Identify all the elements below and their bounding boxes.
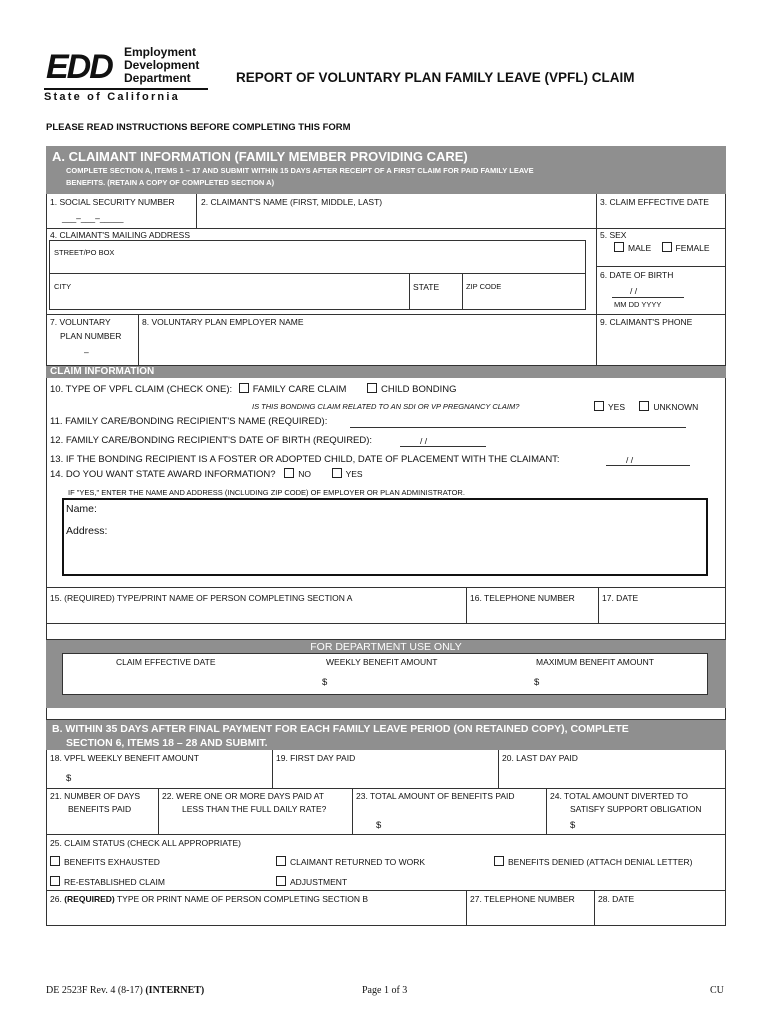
field-17-label: 17. DATE [602, 593, 639, 603]
instructions-note: PLEASE READ INSTRUCTIONS BEFORE COMPLETING THIS FORM [46, 122, 351, 133]
form-number-suffix: (INTERNET) [145, 985, 205, 996]
form-number-prefix: DE 2523F Rev. 4 (8-17) [46, 985, 146, 996]
dept-use-title: FOR DEPARTMENT USE ONLY [310, 641, 462, 653]
award-no-label: NO [298, 469, 311, 479]
claim-info-header [46, 366, 726, 378]
logo-rule [44, 88, 208, 90]
city-box[interactable] [49, 274, 586, 310]
field-21-label-b: BENEFITS PAID [68, 804, 132, 814]
field-18-dollar: $ [66, 773, 72, 784]
reestablished-label: RE-ESTABLISHED CLAIM [64, 877, 165, 887]
field-22-label-b: LESS THAN THE FULL DAILY RATE? [182, 804, 327, 814]
bonding-question: IS THIS BONDING CLAIM RELATED TO AN SDI OR VP PREGNANCY CLAIM? [252, 402, 520, 411]
dept-dollar-2: $ [534, 677, 540, 688]
field-18-label: 18. VPFL WEEKLY BENEFIT AMOUNT [50, 753, 199, 763]
field-26-num: 26. [50, 894, 62, 904]
family-care-checkbox[interactable] [239, 383, 249, 393]
bonding-yes-checkbox[interactable] [594, 401, 604, 411]
field-16-label: 16. TELEPHONE NUMBER [470, 593, 575, 603]
field-14-label: 14. DO YOU WANT STATE AWARD INFORMATION? [50, 469, 276, 480]
status-reestablished [50, 876, 165, 887]
field-24-label-a: 24. TOTAL AMOUNT DIVERTED TO [550, 791, 688, 801]
state-label: STATE [413, 282, 440, 292]
exhausted-label: BENEFITS EXHAUSTED [64, 857, 160, 867]
dob-format: MM DD YYYY [614, 300, 662, 309]
field-20-label: 20. LAST DAY PAID [502, 753, 578, 763]
edd-logo [44, 44, 208, 106]
field-10 [50, 383, 457, 395]
recipient-dob-input[interactable]: / / [420, 436, 428, 446]
field-27-label: 27. TELEPHONE NUMBER [470, 894, 575, 904]
logo-state: State of California [44, 91, 180, 103]
adjustment-label: ADJUSTMENT [290, 877, 348, 887]
ssn-input[interactable]: ___–___–_____ [62, 213, 124, 223]
bonding-unknown-label: UNKNOWN [653, 402, 699, 412]
claim-info-title: CLAIM INFORMATION [50, 366, 155, 377]
returned-label: CLAIMANT RETURNED TO WORK [290, 857, 426, 867]
field-2-label: 2. CLAIMANT'S NAME (FIRST, MIDDLE, LAST) [201, 197, 383, 207]
field-26-rest: TYPE OR PRINT NAME OF PERSON COMPLETING SECTION B [116, 894, 369, 904]
logo-abbr: EDD [46, 48, 112, 86]
street-box[interactable] [49, 240, 586, 274]
field-21-label-a: 21. NUMBER OF DAYS [50, 791, 141, 801]
sex-options [614, 242, 710, 253]
award-yes-label: YES [345, 469, 363, 479]
employer-address-box[interactable] [62, 498, 708, 576]
dob-input[interactable]: / / [630, 286, 638, 296]
placement-date-input[interactable]: / / [626, 455, 634, 465]
status-denied [494, 856, 693, 867]
spacer-row-2 [46, 708, 726, 720]
field-23-dollar: $ [376, 820, 382, 831]
field-6-label: 6. DATE OF BIRTH [600, 270, 674, 280]
plan-number-input[interactable]: – [84, 347, 89, 357]
male-checkbox[interactable] [614, 242, 624, 252]
female-label: FEMALE [675, 243, 710, 253]
field-26-required: (REQUIRED) [64, 894, 115, 904]
exhausted-checkbox[interactable] [50, 856, 60, 866]
field-7-label-b: PLAN NUMBER [60, 331, 122, 341]
male-label: MALE [628, 243, 652, 253]
field-10-label: 10. TYPE OF VPFL CLAIM (CHECK ONE): [50, 384, 233, 395]
spacer-row-1 [46, 624, 726, 640]
dept-dollar-1: $ [322, 677, 328, 688]
section-b-header [46, 720, 726, 750]
logo-line1: Employment [124, 45, 197, 59]
field-19-label: 19. FIRST DAY PAID [276, 753, 356, 763]
zip-label: ZIP CODE [466, 282, 502, 291]
bonding-options [594, 401, 698, 412]
recipient-name-input[interactable] [350, 427, 686, 428]
address-label: Address: [66, 525, 108, 537]
section-b-title-2: SECTION 6, ITEMS 18 – 28 AND SUBMIT. [66, 737, 268, 749]
award-yes-checkbox[interactable] [332, 468, 342, 478]
child-bonding-checkbox[interactable] [367, 383, 377, 393]
field-28-label: 28. DATE [598, 894, 635, 904]
page-number: Page 1 of 3 [362, 985, 408, 996]
status-returned [276, 856, 425, 867]
denied-checkbox[interactable] [494, 856, 504, 866]
dept-col-1: CLAIM EFFECTIVE DATE [116, 657, 216, 667]
female-checkbox[interactable] [662, 242, 672, 252]
field-22-label-a: 22. WERE ONE OR MORE DAYS PAID AT [162, 791, 325, 801]
field-8-label: 8. VOLUNTARY PLAN EMPLOYER NAME [142, 317, 304, 327]
field-11-label: 11. FAMILY CARE/BONDING RECIPIENT'S NAME (REQUIRED): [50, 416, 328, 427]
field-24-label-b: SATISFY SUPPORT OBLIGATION [570, 804, 702, 814]
field-14 [50, 468, 363, 480]
award-no-checkbox[interactable] [284, 468, 294, 478]
field-24-dollar: $ [570, 820, 576, 831]
field-26-label [50, 894, 368, 904]
status-adjustment [276, 876, 347, 887]
section-a-sub1: COMPLETE SECTION A, ITEMS 1 – 17 AND SUBMIT WITHIN 15 DAYS AFTER RECEIPT OF A FIRST CLAIM FOR PAID FAMILY LEAVE [66, 166, 534, 175]
field-15-label: 15. (REQUIRED) TYPE/PRINT NAME OF PERSON COMPLETING SECTION A [50, 593, 353, 603]
section-a-title: A. CLAIMANT INFORMATION (FAMILY MEMBER PROVIDING CARE) [52, 149, 468, 164]
reestablished-checkbox[interactable] [50, 876, 60, 886]
family-care-label: FAMILY CARE CLAIM [252, 384, 347, 395]
if-yes-note: IF "YES," ENTER THE NAME AND ADDRESS (INCLUDING ZIP CODE) OF EMPLOYER OR PLAN ADMINISTRATOR. [68, 488, 465, 497]
field-25-label: 25. CLAIM STATUS (CHECK ALL APPROPRIATE) [50, 838, 241, 848]
bonding-unknown-checkbox[interactable] [639, 401, 649, 411]
logo-line2: Development [124, 58, 200, 72]
denied-label: BENEFITS DENIED (ATTACH DENIAL LETTER) [508, 857, 693, 867]
field-4-label: 4. CLAIMANT'S MAILING ADDRESS [50, 230, 191, 240]
city-label: CITY [54, 282, 72, 291]
section-a-sub2: BENEFITS. (RETAIN A COPY OF COMPLETED SECTION A) [66, 178, 275, 187]
name-label: Name: [66, 503, 97, 515]
bonding-yes-label: YES [608, 402, 626, 412]
field-7-label-a: 7. VOLUNTARY [50, 317, 111, 327]
status-exhausted [50, 856, 160, 867]
field-13-label: 13. IF THE BONDING RECIPIENT IS A FOSTER OR ADOPTED CHILD, DATE OF PLACEMENT WITH THE CLAIMANT: [50, 454, 560, 465]
dept-col-3: MAXIMUM BENEFIT AMOUNT [536, 657, 654, 667]
child-bonding-label: CHILD BONDING [381, 384, 457, 395]
field-5-label: 5. SEX [600, 230, 627, 240]
street-label: STREET/PO BOX [54, 248, 115, 257]
field-12-label: 12. FAMILY CARE/BONDING RECIPIENT'S DATE OF BIRTH (REQUIRED): [50, 435, 373, 446]
section-a-header [46, 146, 726, 194]
form-title: REPORT OF VOLUNTARY PLAN FAMILY LEAVE (VPFL) CLAIM [236, 70, 635, 85]
field-3-label: 3. CLAIM EFFECTIVE DATE [600, 197, 709, 207]
field-9-label: 9. CLAIMANT'S PHONE [600, 317, 693, 327]
returned-checkbox[interactable] [276, 856, 286, 866]
form-number [46, 985, 204, 996]
dept-col-2: WEEKLY BENEFIT AMOUNT [326, 657, 438, 667]
logo-line3: Department [124, 71, 191, 85]
field-23-label: 23. TOTAL AMOUNT OF BENEFITS PAID [356, 791, 515, 801]
section-b-title-1: B. WITHIN 35 DAYS AFTER FINAL PAYMENT FOR EACH FAMILY LEAVE PERIOD (ON RETAINED COPY), COMPLETE [52, 723, 629, 735]
footer-code: CU [710, 985, 724, 996]
field-1-label: 1. SOCIAL SECURITY NUMBER [50, 197, 175, 207]
adjustment-checkbox[interactable] [276, 876, 286, 886]
